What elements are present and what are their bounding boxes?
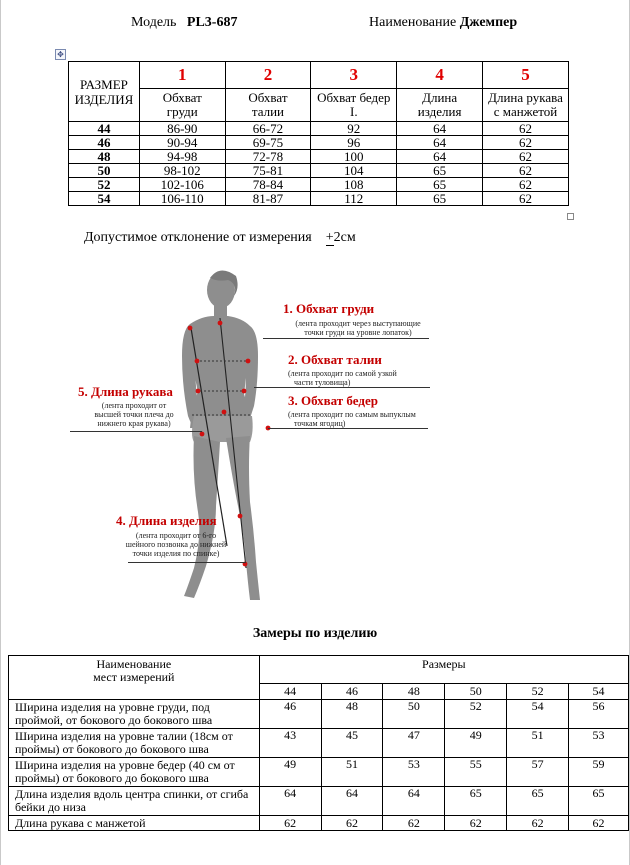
plus-minus-sign: + (325, 230, 334, 245)
column-header: Обхват груди (139, 89, 225, 122)
table-row (69, 122, 569, 136)
name-label: Наименование (369, 15, 457, 30)
table-row (9, 787, 629, 816)
column-header: Длина рукава с манжетой (483, 89, 569, 122)
length-label-title: 4. Длина изделия (116, 513, 217, 528)
value-cell: 64 (397, 150, 483, 164)
column-number: 5 (483, 62, 569, 89)
column-number: 2 (225, 62, 311, 89)
table-row (69, 178, 569, 192)
tolerance-text: Допустимое отклонение от измерения (84, 230, 312, 245)
hips-leader-line (268, 428, 428, 429)
value-cell: 102-106 (139, 178, 225, 192)
size-cell: 46 (69, 136, 140, 150)
size-cell: 54 (69, 192, 140, 206)
value-cell: 51 (321, 758, 383, 787)
size-column-header: 44 (259, 684, 321, 700)
name-value: Джемпер (459, 15, 518, 30)
value-cell: 65 (397, 192, 483, 206)
measurements-title: Замеры по изделию (252, 626, 378, 641)
size-cell: 52 (69, 178, 140, 192)
size-cell: 48 (69, 150, 140, 164)
hips-label-desc: (лента проходит по самым выпуклым точкам ягодиц) (288, 410, 416, 428)
value-cell: 104 (311, 164, 397, 178)
value-cell: 64 (259, 787, 321, 816)
value-cell: 57 (507, 758, 569, 787)
size-column-header: 52 (507, 684, 569, 700)
column-number: 1 (139, 62, 225, 89)
chest-leader-line (263, 338, 429, 339)
value-cell: 64 (383, 787, 445, 816)
size-table (68, 61, 569, 206)
table-row (69, 164, 569, 178)
page-border-left (0, 0, 1, 865)
measurement-name: Ширина изделия на уровне груди, под проймой, от бокового до бокового шва (9, 700, 260, 729)
sizes-header: Размеры (259, 656, 628, 684)
size-corner-header: РАЗМЕР ИЗДЕЛИЯ (69, 62, 140, 122)
value-cell: 64 (397, 122, 483, 136)
value-cell: 49 (259, 758, 321, 787)
value-cell: 86-90 (139, 122, 225, 136)
value-cell: 51 (507, 729, 569, 758)
waist-leader-line (254, 387, 430, 388)
value-cell: 106-110 (139, 192, 225, 206)
value-cell: 65 (507, 787, 569, 816)
column-header: Обхват бедер I. (311, 89, 397, 122)
size-column-header: 50 (445, 684, 507, 700)
value-cell: 45 (321, 729, 383, 758)
model-label: Модель (131, 15, 177, 30)
size-cell: 44 (69, 122, 140, 136)
value-cell: 54 (507, 700, 569, 729)
value-cell: 49 (445, 729, 507, 758)
hips-label-title: 3. Обхват бедер (288, 393, 378, 408)
value-cell: 94-98 (139, 150, 225, 164)
value-cell: 62 (483, 164, 569, 178)
value-cell: 62 (483, 150, 569, 164)
measurement-name: Ширина изделия на уровне талии (18см от проймы) от бокового до бокового шва (9, 729, 260, 758)
column-header: Длина изделия (397, 89, 483, 122)
measurement-name: Ширина изделия на уровне бедер (40 см от проймы) от бокового до бокового шва (9, 758, 260, 787)
value-cell: 75-81 (225, 164, 311, 178)
value-cell: 62 (483, 136, 569, 150)
value-cell: 62 (383, 816, 445, 831)
waist-label-title: 2. Обхват талии (288, 352, 382, 367)
size-column-header: 54 (569, 684, 629, 700)
sleeve-leader-line (70, 431, 202, 432)
table-row (9, 758, 629, 787)
waist-label-desc: (лента проходит по самой узкой части туловища) (288, 369, 397, 387)
model-value: PL3-687 (186, 15, 238, 30)
sleeve-label-title: 5. Длина рукава (78, 384, 173, 399)
table-move-handle-icon[interactable]: ✥ (55, 49, 66, 60)
chest-label-title: 1. Обхват груди (283, 301, 375, 316)
measurements-table (8, 655, 629, 831)
value-cell: 62 (569, 816, 629, 831)
column-number: 3 (311, 62, 397, 89)
value-cell: 98-102 (139, 164, 225, 178)
size-column-header: 46 (321, 684, 383, 700)
value-cell: 56 (569, 700, 629, 729)
value-cell: 64 (397, 136, 483, 150)
product-name-header (369, 15, 517, 31)
column-number: 4 (397, 62, 483, 89)
value-cell: 43 (259, 729, 321, 758)
value-cell: 53 (383, 758, 445, 787)
length-leader-line (128, 562, 246, 563)
measurement-name: Длина изделия вдоль центра спинки, от сгиба бейки до низа (9, 787, 260, 816)
table-row (69, 192, 569, 206)
measurement-name: Длина рукава с манжетой (9, 816, 260, 831)
value-cell: 62 (483, 192, 569, 206)
value-cell: 81-87 (225, 192, 311, 206)
value-cell: 92 (311, 122, 397, 136)
value-cell: 62 (507, 816, 569, 831)
column-header: Обхват талии (225, 89, 311, 122)
measurements-name-header: Наименование мест измерений (9, 656, 260, 700)
value-cell: 65 (445, 787, 507, 816)
value-cell: 48 (321, 700, 383, 729)
model-header (131, 15, 237, 31)
value-cell: 112 (311, 192, 397, 206)
size-column-header: 48 (383, 684, 445, 700)
tolerance-value: 2см (333, 230, 356, 245)
value-cell: 96 (311, 136, 397, 150)
value-cell: 62 (259, 816, 321, 831)
table-resize-handle[interactable] (567, 213, 574, 220)
table-row (9, 816, 629, 831)
value-cell: 62 (321, 816, 383, 831)
value-cell: 65 (397, 164, 483, 178)
value-cell: 72-78 (225, 150, 311, 164)
chest-label-desc: (лента проходит через выступающие точки груди на уровне лопаток) (295, 319, 421, 337)
table-row (9, 729, 629, 758)
value-cell: 100 (311, 150, 397, 164)
tolerance-note (84, 230, 356, 246)
value-cell: 55 (445, 758, 507, 787)
value-cell: 69-75 (225, 136, 311, 150)
table-row (69, 150, 569, 164)
value-cell: 62 (483, 122, 569, 136)
value-cell: 52 (445, 700, 507, 729)
value-cell: 50 (383, 700, 445, 729)
size-cell: 50 (69, 164, 140, 178)
value-cell: 90-94 (139, 136, 225, 150)
length-label-desc: (лента проходит от 6-го шейного позвонка до нижней точки изделия по спинке) (125, 531, 227, 558)
value-cell: 78-84 (225, 178, 311, 192)
value-cell: 47 (383, 729, 445, 758)
value-cell: 108 (311, 178, 397, 192)
value-cell: 65 (569, 787, 629, 816)
value-cell: 65 (397, 178, 483, 192)
value-cell: 64 (321, 787, 383, 816)
table-row (9, 700, 629, 729)
value-cell: 46 (259, 700, 321, 729)
sleeve-label-desc: (лента проходит от высшей точки плеча до нижнего края рукава) (94, 401, 174, 428)
value-cell: 62 (483, 178, 569, 192)
value-cell: 66-72 (225, 122, 311, 136)
value-cell: 62 (445, 816, 507, 831)
value-cell: 59 (569, 758, 629, 787)
table-row (69, 136, 569, 150)
value-cell: 53 (569, 729, 629, 758)
